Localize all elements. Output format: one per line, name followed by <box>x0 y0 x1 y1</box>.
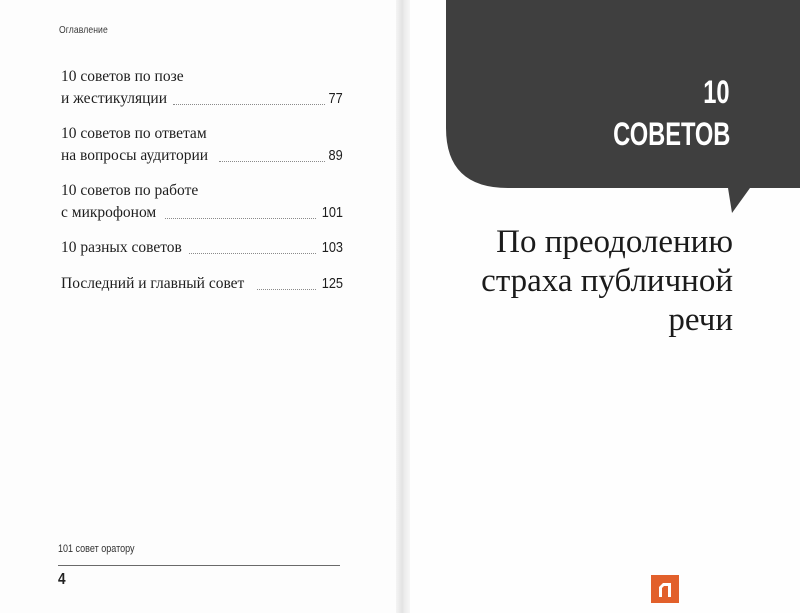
toc-entry[interactable] <box>61 180 343 224</box>
toc-entry-title-line: 10 разных советов <box>61 239 182 256</box>
book-gutter <box>396 0 410 613</box>
toc-dot-leader <box>173 104 325 105</box>
toc-entry[interactable] <box>61 273 343 295</box>
chapter-heading-line: речи <box>668 302 733 338</box>
chapter-heading-line: страха публичной <box>481 263 733 299</box>
toc-page-number: 101 <box>320 202 343 224</box>
bubble-number: 10 <box>703 74 730 110</box>
litres-logo-glyph <box>651 575 679 603</box>
toc-entry-title-line: Последний и главный совет <box>61 275 245 292</box>
footer-divider <box>58 565 340 566</box>
page-number: 4 <box>58 571 66 588</box>
toc-dot-leader <box>165 218 316 219</box>
toc-entry-title-line: с микрофоном <box>61 204 157 221</box>
running-footer-title: 101 совет оратору <box>58 543 135 555</box>
chapter-heading-line: По преодолению <box>496 224 733 260</box>
toc-entry[interactable] <box>61 237 343 259</box>
speech-bubble-fill <box>446 0 800 213</box>
toc-dot-leader <box>189 253 316 254</box>
toc-page-number: 77 <box>327 88 343 110</box>
section-header: Оглавление <box>59 24 108 36</box>
toc-entry-title-line: и жестикуляции <box>61 90 168 107</box>
toc-page-number: 103 <box>320 237 343 259</box>
bubble-title: СОВЕТОВ <box>612 116 730 152</box>
toc-dot-leader <box>219 161 325 162</box>
toc-page-number: 125 <box>320 273 343 295</box>
toc-page-number: 89 <box>327 145 343 167</box>
speech-bubble-shape <box>446 0 800 215</box>
toc-entry[interactable] <box>61 66 343 110</box>
toc-entry-title-line: 10 советов по ответам <box>61 125 207 142</box>
toc-entry-title-line: 10 советов по позе <box>61 68 184 85</box>
toc-entry-title-line: на вопросы аудитории <box>61 147 209 164</box>
toc-entry[interactable] <box>61 123 343 167</box>
toc-dot-leader <box>257 289 316 290</box>
litres-logo-icon <box>651 575 679 603</box>
toc-entry-title-line: 10 советов по работе <box>61 182 199 199</box>
